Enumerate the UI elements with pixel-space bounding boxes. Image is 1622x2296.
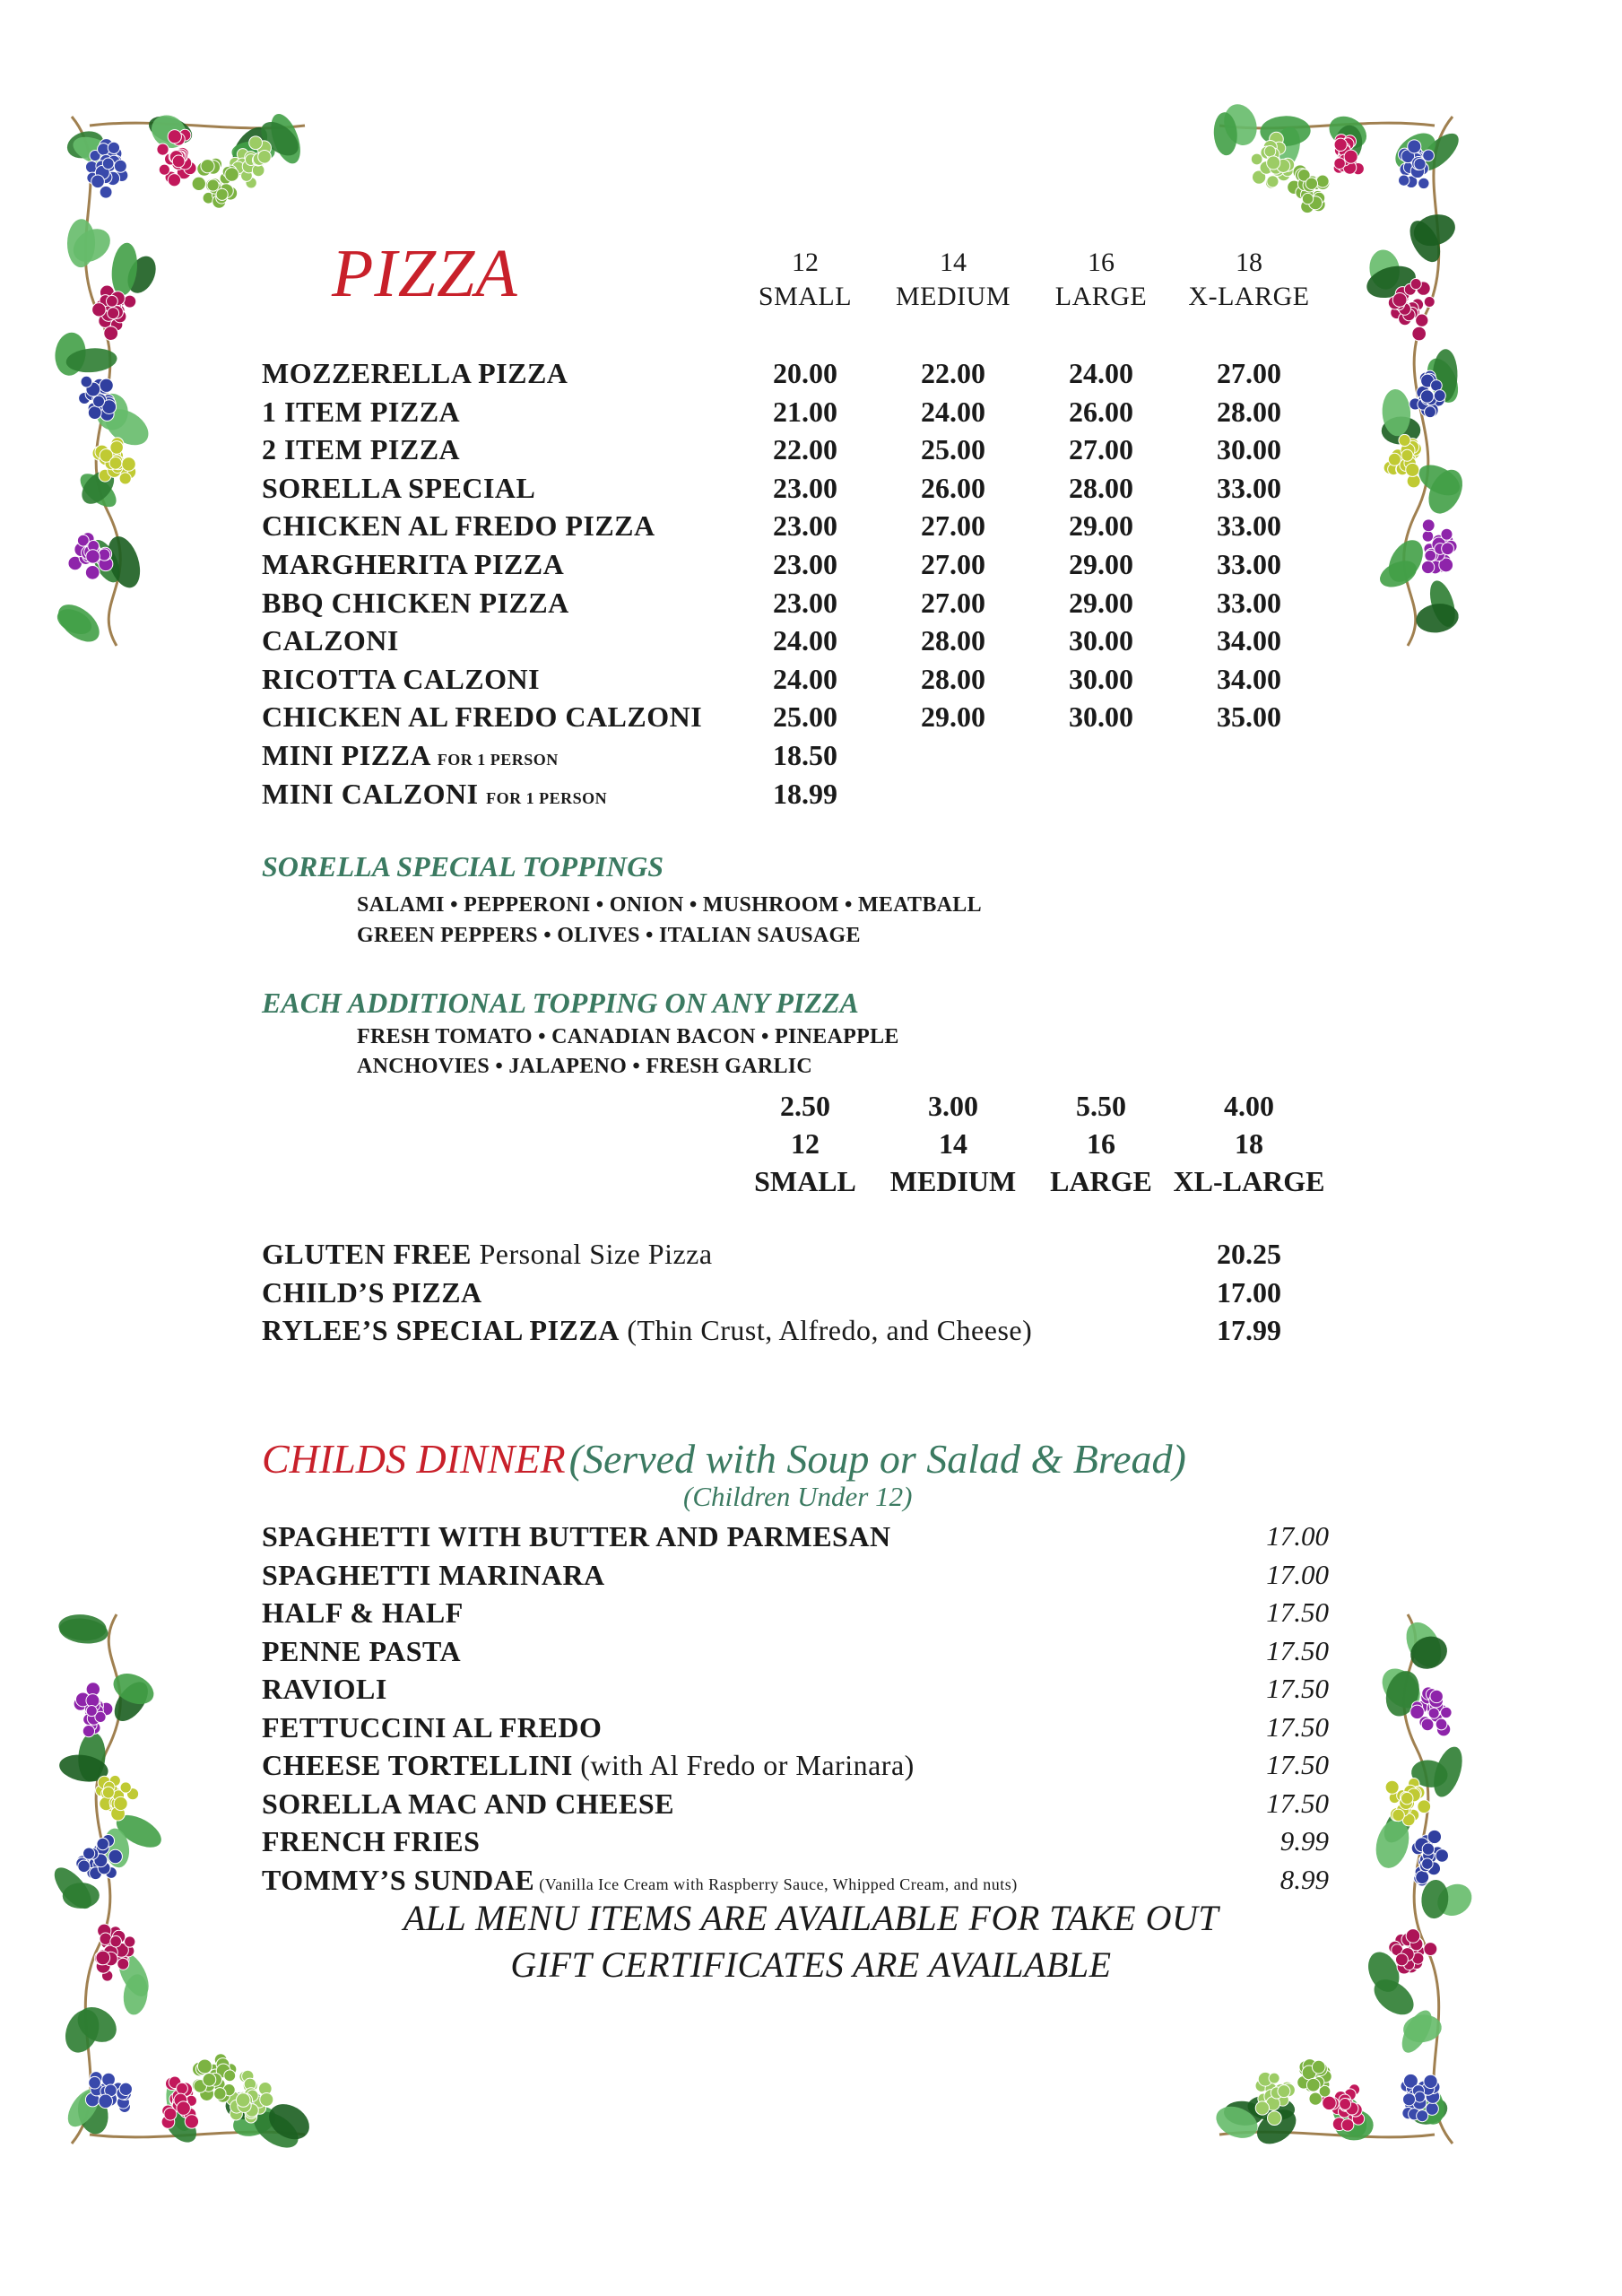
childs-item-label: FRENCH FRIES <box>262 1825 481 1857</box>
topping-size-number: 12 <box>791 1127 820 1160</box>
menu-item-price: 28.00 <box>1217 395 1281 428</box>
menu-item-price: 30.00 <box>1069 662 1133 695</box>
menu-item-price: 33.00 <box>1217 548 1281 580</box>
childs-item-row <box>0 1785 1622 1822</box>
menu-item-price: 20.00 <box>773 357 837 389</box>
specialty-row <box>0 1235 1622 1273</box>
childs-dinner-heading <box>262 1435 1186 1483</box>
childs-item-price: 17.00 <box>1266 1520 1329 1552</box>
menu-item-label: BBQ CHICKEN PIZZA <box>262 586 569 619</box>
childs-item-price: 17.50 <box>1266 1749 1329 1780</box>
childs-dinner-age-note: (Children Under 12) <box>683 1481 913 1512</box>
childs-item-label: FETTUCCINI AL FREDO <box>262 1710 603 1744</box>
menu-item-price: 22.00 <box>921 357 985 389</box>
menu-item-label: MINI PIZZA <box>262 739 430 771</box>
childs-dinner-title: CHILDS DINNER <box>262 1436 566 1482</box>
menu-item-row <box>0 430 1622 468</box>
menu-item-price: 26.00 <box>921 471 985 504</box>
specialty-name <box>262 1311 1032 1349</box>
childs-item-label: SPAGHETTI MARINARA <box>262 1558 605 1591</box>
childs-item-name <box>262 1670 387 1708</box>
topping-price: 3.00 <box>928 1090 978 1122</box>
take-out-notice: ALL MENU ITEMS ARE AVAILABLE FOR TAKE OUT <box>403 1898 1219 1938</box>
childs-item-label: TOMMY’S SUNDAE <box>262 1863 535 1896</box>
menu-item-price: 33.00 <box>1217 509 1281 543</box>
menu-item-price: 28.00 <box>1069 471 1133 504</box>
childs-item-price: 17.50 <box>1266 1787 1329 1819</box>
childs-item-name <box>262 1746 915 1784</box>
menu-item-price: 25.00 <box>773 700 837 734</box>
menu-item-price: 25.00 <box>921 433 985 466</box>
childs-item-detail: (Vanilla Ice Cream with Raspberry Sauce, Whipped Cream, and nuts) <box>534 1874 1018 1893</box>
childs-item-label: HALF & HALF <box>262 1596 464 1629</box>
menu-item-label: CALZONI <box>262 624 399 657</box>
specialty-price: 17.00 <box>1217 1275 1281 1309</box>
menu-item-note: FOR 1 PERSON <box>486 788 608 807</box>
menu-item-name <box>262 545 564 583</box>
childs-item-row <box>0 1670 1622 1708</box>
childs-item-name <box>262 1556 605 1594</box>
additional-toppings-line1: FRESH TOMATO • CANADIAN BACON • PINEAPPLE <box>357 1025 899 1048</box>
menu-item-name <box>262 775 607 817</box>
specialty-row <box>0 1311 1622 1349</box>
childs-item-name <box>262 1785 674 1822</box>
childs-item-label: RAVIOLI <box>262 1673 387 1705</box>
childs-item-row <box>0 1594 1622 1631</box>
topping-price: 5.50 <box>1076 1090 1126 1122</box>
menu-item-price: 33.00 <box>1217 471 1281 504</box>
additional-toppings-line2: ANCHOVIES • JALAPENO • FRESH GARLIC <box>357 1055 813 1078</box>
menu-item-label: SORELLA SPECIAL <box>262 471 536 504</box>
specialty-label: RYLEE’S SPECIAL PIZZA <box>262 1314 620 1346</box>
childs-item-label: SORELLA MAC AND CHEESE <box>262 1787 674 1820</box>
childs-item-row <box>0 1709 1622 1746</box>
menu-item-price: 24.00 <box>921 395 985 428</box>
menu-item-price: 34.00 <box>1217 624 1281 657</box>
menu-item-price: 23.00 <box>773 471 837 504</box>
menu-item-price: 29.00 <box>1069 548 1133 580</box>
childs-item-name <box>262 1594 464 1631</box>
topping-size-label: LARGE <box>1050 1165 1152 1197</box>
special-toppings-line2: GREEN PEPPERS • OLIVES • ITALIAN SAUSAGE <box>357 924 861 947</box>
childs-item-name <box>262 1709 602 1746</box>
menu-item-name <box>262 622 399 659</box>
topping-size-label: SMALL <box>754 1165 856 1197</box>
childs-item-name <box>262 1822 480 1860</box>
topping-size-label: MEDIUM <box>889 1165 1017 1197</box>
menu-item-price: 29.00 <box>921 700 985 734</box>
specialty-name <box>262 1274 482 1311</box>
menu-item-name <box>262 354 568 392</box>
menu-item-name <box>262 698 702 735</box>
menu-item-row <box>0 584 1622 622</box>
childs-item-name <box>262 1518 891 1555</box>
menu-item-price: 24.00 <box>1069 357 1133 389</box>
childs-item-row <box>0 1861 1622 1899</box>
menu-item-price: 21.00 <box>773 395 837 428</box>
menu-item-row <box>0 736 1622 774</box>
menu-item-price: 27.00 <box>921 586 985 619</box>
pizza-title: PIZZA <box>332 236 518 311</box>
specialty-price: 17.99 <box>1217 1314 1281 1346</box>
topping-price: 4.00 <box>1224 1090 1274 1122</box>
size-number: 16 <box>1088 248 1115 277</box>
menu-item-price: 27.00 <box>921 548 985 580</box>
menu-item-price: 30.00 <box>1217 433 1281 466</box>
menu-item-row <box>0 507 1622 544</box>
menu-item-name <box>262 393 460 430</box>
menu-item-name <box>262 736 559 778</box>
size-number: 18 <box>1236 248 1262 277</box>
specialty-label: CHILD’S PIZZA <box>262 1275 482 1309</box>
childs-item-price: 17.50 <box>1266 1710 1329 1743</box>
childs-item-price: 17.50 <box>1266 1673 1329 1704</box>
menu-item-name <box>262 660 540 698</box>
menu-item-price: 23.00 <box>773 548 837 580</box>
menu-item-price: 30.00 <box>1069 700 1133 734</box>
menu-item-price: 29.00 <box>1069 509 1133 543</box>
childs-item-name <box>262 1632 461 1670</box>
specialty-label: GLUTEN FREE <box>262 1238 472 1270</box>
additional-toppings-title: EACH ADDITIONAL TOPPING ON ANY PIZZA <box>262 987 859 1019</box>
specialty-price: 20.25 <box>1217 1238 1281 1270</box>
menu-item-price: 28.00 <box>921 662 985 695</box>
size-label: SMALL <box>758 282 853 311</box>
size-label: LARGE <box>1054 282 1148 311</box>
childs-item-row <box>0 1556 1622 1594</box>
menu-item-row <box>0 393 1622 430</box>
menu-item-row <box>0 354 1622 392</box>
menu-item-price: 23.00 <box>773 586 837 619</box>
childs-item-price: 17.50 <box>1266 1596 1329 1628</box>
size-number: 12 <box>792 248 819 277</box>
childs-item-row <box>0 1746 1622 1784</box>
menu-item-label: MINI CALZONI <box>262 777 479 810</box>
menu-item-price: 33.00 <box>1217 586 1281 619</box>
specialty-detail: (Thin Crust, Alfredo, and Cheese) <box>619 1314 1033 1346</box>
size-number: 14 <box>940 248 967 277</box>
menu-item-label: 1 ITEM PIZZA <box>262 395 461 428</box>
childs-item-row <box>0 1632 1622 1670</box>
menu-item-label: MARGHERITA PIZZA <box>262 548 565 580</box>
topping-size-number: 16 <box>1087 1127 1115 1160</box>
menu-item-row <box>0 775 1622 813</box>
menu-item-price: 26.00 <box>1069 395 1133 428</box>
menu-item-row <box>0 545 1622 583</box>
menu-item-row <box>0 622 1622 659</box>
menu-item-price: 29.00 <box>1069 586 1133 619</box>
childs-dinner-subtitle: (Served with Soup or Salad & Bread) <box>568 1436 1186 1482</box>
menu-item-name <box>262 584 569 622</box>
menu-item-price: 27.00 <box>1069 433 1133 466</box>
menu-item-price: 27.00 <box>1217 357 1281 389</box>
menu-item-name <box>262 430 460 468</box>
menu-item-price: 18.99 <box>773 777 837 810</box>
special-toppings-title: SORELLA SPECIAL TOPPINGS <box>262 850 664 883</box>
childs-item-row <box>0 1822 1622 1860</box>
menu-item-price: 24.00 <box>773 624 837 657</box>
menu-item-note: FOR 1 PERSON <box>437 751 559 769</box>
menu-item-name <box>262 469 535 507</box>
menu-item-row <box>0 469 1622 507</box>
childs-item-row <box>0 1518 1622 1555</box>
menu-item-price: 22.00 <box>773 433 837 466</box>
childs-item-price: 17.00 <box>1266 1558 1329 1590</box>
menu-item-price: 34.00 <box>1217 662 1281 695</box>
menu-item-price: 24.00 <box>773 662 837 695</box>
topping-size-label: XL-LARGE <box>1173 1165 1325 1197</box>
childs-item-price: 17.50 <box>1266 1634 1329 1666</box>
specialty-detail: Personal Size Pizza <box>471 1238 713 1270</box>
topping-price: 2.50 <box>780 1090 830 1122</box>
menu-item-label: 2 ITEM PIZZA <box>262 433 461 466</box>
topping-size-number: 18 <box>1235 1127 1263 1160</box>
menu-item-label: RICOTTA CALZONI <box>262 662 541 695</box>
menu-item-price: 35.00 <box>1217 700 1281 734</box>
special-toppings-line1: SALAMI • PEPPERONI • ONION • MUSHROOM • MEATBALL <box>357 893 982 917</box>
menu-item-price: 27.00 <box>921 509 985 543</box>
menu-item-row <box>0 660 1622 698</box>
childs-item-label: CHEESE TORTELLINI <box>262 1749 573 1781</box>
childs-item-label: SPAGHETTI WITH BUTTER AND PARMESAN <box>262 1520 891 1552</box>
menu-item-price: 18.50 <box>773 739 837 771</box>
size-label: MEDIUM <box>896 282 1010 311</box>
specialty-name <box>262 1235 713 1273</box>
menu-item-label: CHICKEN AL FREDO CALZONI <box>262 700 703 734</box>
gift-certificates-notice: GIFT CERTIFICATES ARE AVAILABLE <box>510 1944 1112 1985</box>
childs-item-price: 8.99 <box>1279 1863 1329 1895</box>
menu-item-row <box>0 698 1622 735</box>
size-label: X-LARGE <box>1188 282 1310 311</box>
menu-item-price: 30.00 <box>1069 624 1133 657</box>
childs-item-price: 9.99 <box>1279 1825 1329 1857</box>
menu-item-price: 28.00 <box>921 624 985 657</box>
menu-item-label: MOZZERELLA PIZZA <box>262 357 568 389</box>
specialty-row <box>0 1274 1622 1311</box>
menu-item-label: CHICKEN AL FREDO PIZZA <box>262 509 655 543</box>
topping-size-number: 14 <box>939 1127 967 1160</box>
childs-item-label: PENNE PASTA <box>262 1634 462 1667</box>
childs-item-detail: (with Al Fredo or Marinara) <box>572 1749 915 1781</box>
menu-item-price: 23.00 <box>773 509 837 543</box>
menu-item-name <box>262 507 655 544</box>
